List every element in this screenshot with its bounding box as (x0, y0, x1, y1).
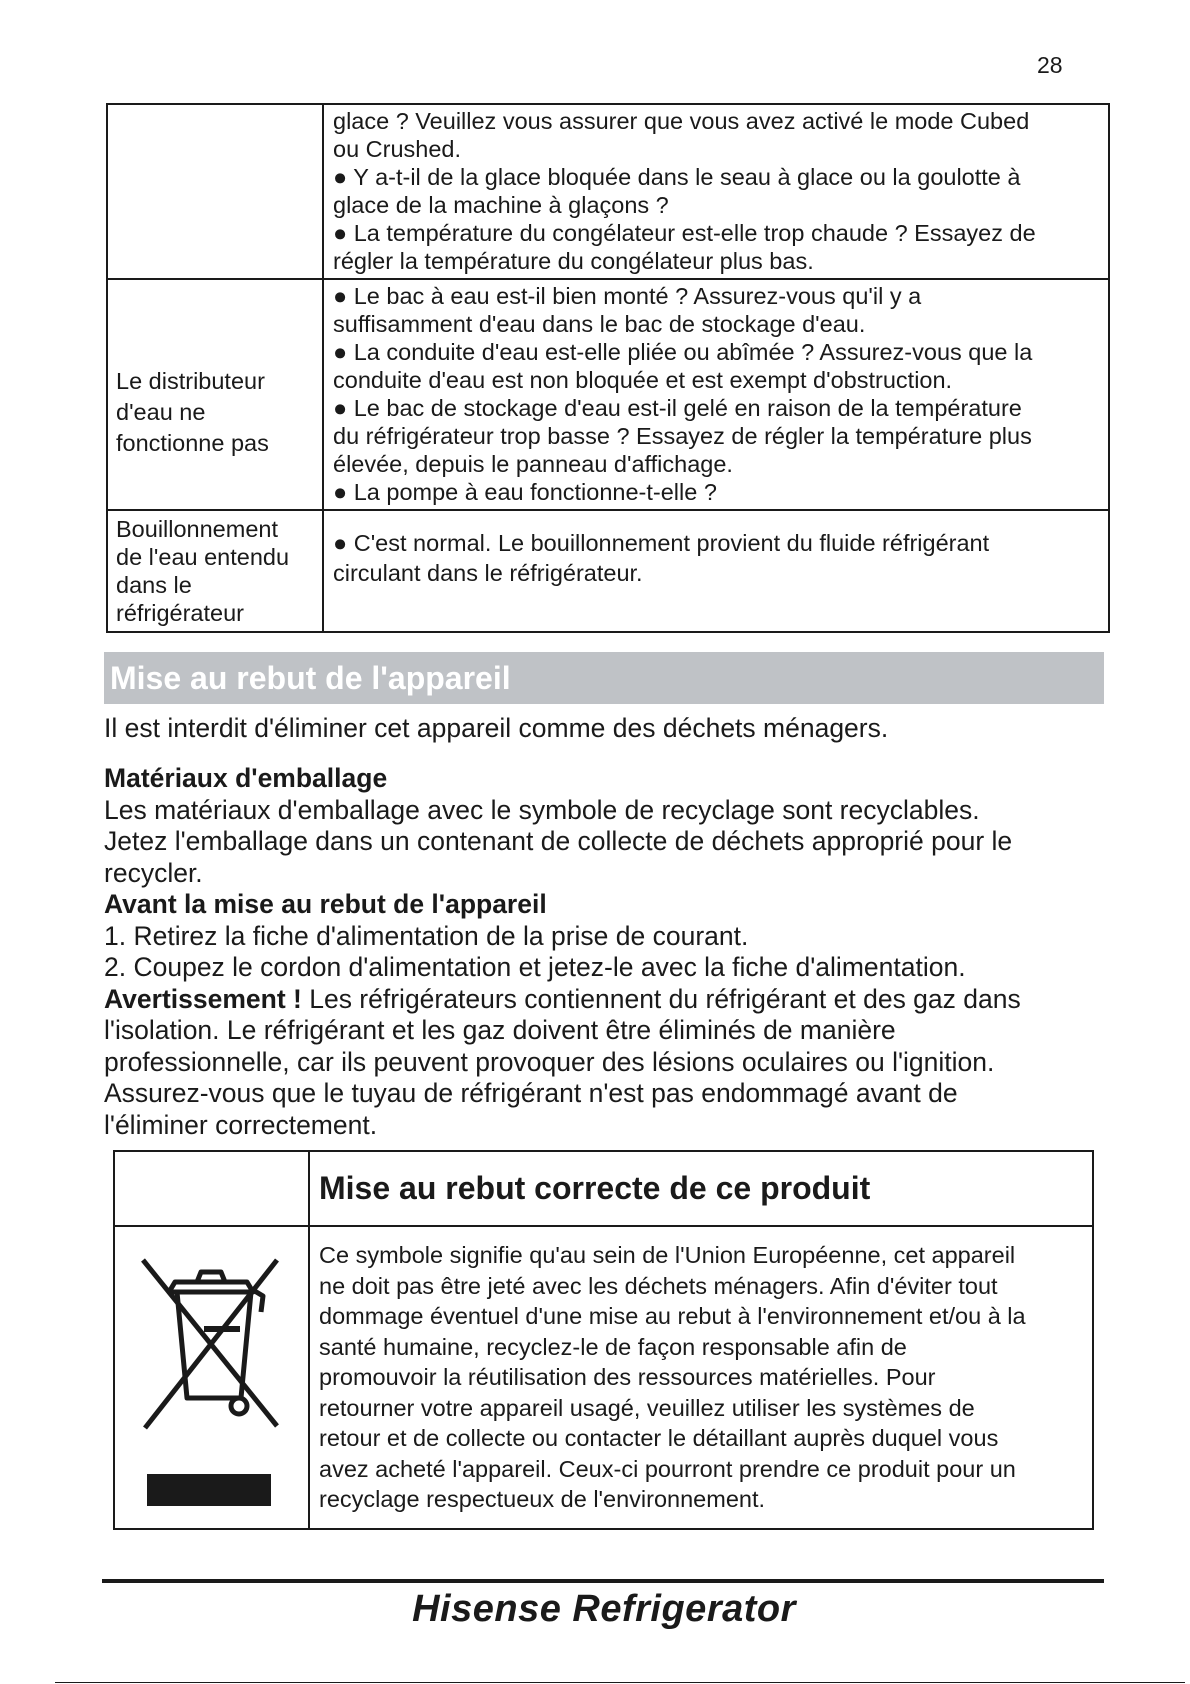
weee-title: Mise au rebut correcte de ce produit (319, 1170, 871, 1206)
warning-label: Avertissement ! (104, 983, 302, 1014)
weee-line: retour et de collecte ou contacter le détaillant auprès duquel vous (319, 1425, 999, 1451)
solution-line: suffisamment d'eau dans le bac de stockage d'eau. (333, 311, 866, 337)
problem-line: fonctionne pas (116, 430, 269, 456)
weee-disposal-box (113, 1150, 1094, 1530)
solution-line: ● Y a-t-il de la glace bloquée dans le seau à glace ou la goulotte à (333, 164, 1021, 190)
problem-line: dans le (116, 572, 192, 598)
weee-line: Ce symbole signifie qu'au sein de l'Union Européenne, cet appareil (319, 1242, 1016, 1268)
crossed-out-wheelie-bin-icon (135, 1250, 285, 1520)
problem-line: de l'eau entendu (116, 544, 290, 570)
solution-line: ● Le bac de stockage d'eau est-il gelé en raison de la température (333, 395, 1022, 421)
problem-cell (107, 104, 323, 279)
before-heading: Avant la mise au rebut de l'appareil (104, 889, 547, 919)
solution-line: élevée, depuis le panneau d'affichage. (333, 451, 733, 477)
problem-cell (107, 279, 323, 510)
section-title: Mise au rebut de l'appareil (104, 652, 1104, 704)
solution-line: ● La pompe à eau fonctionne-t-elle ? (333, 479, 717, 505)
footer-rule (102, 1579, 1104, 1583)
table-row (107, 279, 1109, 510)
weee-line: promouvoir la réutilisation des ressources matérielles. Pour (319, 1364, 936, 1390)
solution-line: ● La température du congélateur est-elle trop chaude ? Essayez de (333, 220, 1036, 246)
packaging-line: Jetez l'emballage dans un contenant de collecte de déchets approprié pour le (104, 826, 1013, 856)
warning-line (104, 984, 1110, 1016)
warning-text: Les réfrigérateurs contiennent du réfrigérant et des gaz dans (301, 983, 1021, 1014)
problem-line: Bouillonnement (116, 516, 278, 542)
warning-line: Assurez-vous que le tuyau de réfrigérant n'est pas endommagé avant de (104, 1078, 958, 1108)
solution-cell (323, 510, 1109, 632)
weee-text (319, 1240, 1089, 1515)
problem-line: réfrigérateur (116, 600, 244, 626)
table-row (107, 510, 1109, 632)
troubleshooting-table (106, 103, 1110, 633)
solution-cell (323, 279, 1109, 510)
warning-line: l'isolation. Le réfrigérant et les gaz doivent être éliminés de manière (104, 1015, 896, 1045)
solution-line: du réfrigérateur trop basse ? Essayez de régler la température plus (333, 423, 1032, 449)
box-divider-horizontal (115, 1225, 1092, 1227)
solution-line: ou Crushed. (333, 136, 462, 162)
step-line: 2. Coupez le cordon d'alimentation et jetez-le avec la fiche d'alimentation. (104, 952, 966, 982)
intro-text: Il est interdit d'éliminer cet appareil comme des déchets ménagers. (104, 713, 889, 743)
problem-cell (107, 510, 323, 632)
brand-footer: Hisense Refrigerator (412, 1588, 796, 1630)
solution-line: ● Le bac à eau est-il bien monté ? Assurez-vous qu'il y a (333, 283, 922, 309)
problem-line: d'eau ne (116, 399, 206, 425)
solution-line: ● La conduite d'eau est-elle pliée ou abîmée ? Assurez-vous que la (333, 339, 1033, 365)
disposal-instructions (104, 763, 1110, 1141)
weee-line: recyclage respectueux de l'environnement. (319, 1486, 766, 1512)
solution-line: régler la température du congélateur plus bas. (333, 248, 814, 274)
page-bottom-rule (55, 1682, 1185, 1683)
solution-line: circulant dans le réfrigérateur. (333, 560, 643, 586)
packaging-line: recycler. (104, 857, 203, 888)
weee-line: retourner votre appareil usagé, veuillez utiliser les systèmes de (319, 1394, 975, 1421)
solution-line: ● C'est normal. Le bouillonnement provient du fluide réfrigérant (333, 530, 990, 556)
solution-line: glace de la machine à glaçons ? (333, 192, 669, 218)
box-divider-vertical (308, 1152, 310, 1528)
warning-line: l'éliminer correctement. (104, 1109, 378, 1140)
warning-line: professionnelle, car ils peuvent provoquer des lésions oculaires ou l'ignition. (104, 1046, 995, 1077)
weee-line: santé humaine, recyclez-le de façon responsable afin de (319, 1333, 907, 1360)
packaging-heading: Matériaux d'emballage (104, 763, 388, 793)
packaging-line: Les matériaux d'emballage avec le symbole de recyclage sont recyclables. (104, 794, 980, 825)
solution-line: glace ? Veuillez vous assurer que vous avez activé le mode Cubed (333, 108, 1030, 134)
weee-line: ne doit pas être jeté avec les déchets ménagers. Afin d'éviter tout (319, 1272, 998, 1299)
page-number: 28 (1037, 52, 1063, 78)
solution-cell (323, 104, 1109, 279)
weee-line: avez acheté l'appareil. Ceux-ci pourront prendre ce produit pour un (319, 1455, 1016, 1482)
step-line: 1. Retirez la fiche d'alimentation de la prise de courant. (104, 920, 749, 951)
solution-line: conduite d'eau est non bloquée et est exempt d'obstruction. (333, 367, 953, 393)
table-row (107, 104, 1109, 279)
weee-line: dommage éventuel d'une mise au rebut à l'environnement et/ou à la (319, 1303, 1026, 1329)
problem-line: Le distributeur (116, 368, 265, 394)
